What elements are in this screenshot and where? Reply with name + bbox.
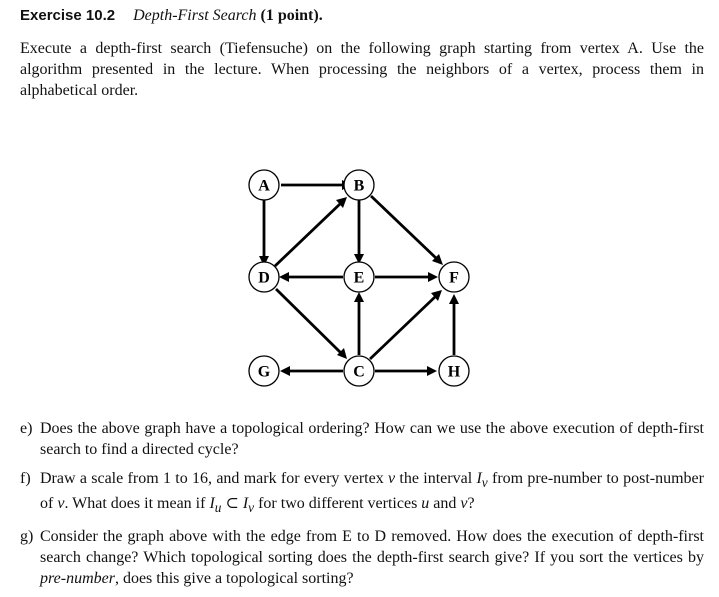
question-f-text-3: from pre-number to post-number of bbox=[40, 470, 704, 513]
node-b-label: B bbox=[353, 177, 365, 195]
edge-c-f bbox=[370, 296, 436, 359]
question-e-text: Does the above graph have a topological ordering? How can we use the above execution of depth-first search to find a directed cycle? bbox=[40, 420, 704, 458]
question-e bbox=[20, 418, 704, 460]
question-f bbox=[20, 468, 704, 518]
question-f-text-2: the interval bbox=[395, 470, 477, 487]
question-f-text-5: for two different vertices bbox=[254, 495, 422, 513]
exercise-heading bbox=[20, 6, 323, 26]
math-interval-i: I bbox=[476, 470, 482, 487]
math-interval-i: I bbox=[242, 495, 249, 513]
question-f-text-6: and bbox=[429, 495, 461, 513]
question-f-text bbox=[40, 470, 704, 516]
question-f-text-4: . What does it mean if bbox=[64, 495, 210, 513]
node-d bbox=[249, 262, 279, 292]
node-a-label: A bbox=[258, 177, 270, 195]
question-g-text-1: Consider the graph above with the edge from E to D removed. How does the execution of depth-first search change? Which topological sorting does the depth-first search give? If you sort the vertices by bbox=[40, 528, 704, 567]
exercise-label: Exercise 10.2 bbox=[20, 7, 116, 24]
question-g-emphasis: pre-number bbox=[40, 570, 115, 588]
question-f-marker: f) bbox=[20, 470, 31, 487]
question-g-marker: g) bbox=[20, 528, 34, 546]
arrowhead-c-h bbox=[427, 366, 437, 376]
question-list bbox=[20, 418, 704, 597]
arrowhead-c-g bbox=[280, 366, 290, 376]
question-f-text-1: Draw a scale from 1 to 16, and mark for every vertex bbox=[40, 470, 388, 487]
exercise-title: Depth-First Search bbox=[133, 7, 257, 24]
node-g-label: G bbox=[257, 363, 271, 381]
edge-b-f bbox=[371, 196, 437, 259]
node-c-label: C bbox=[353, 363, 365, 381]
graph-svg bbox=[230, 160, 490, 400]
node-b bbox=[344, 170, 374, 200]
node-e bbox=[344, 262, 374, 292]
exercise-intro: Execute a depth-first search (Tiefensuche) on the following graph starting from vertex A. Use the algorithm presented in the lecture. When processing the neighbors of a vertex, process them in alphabetical order. bbox=[20, 40, 704, 99]
node-f bbox=[439, 262, 469, 292]
question-g-text bbox=[40, 528, 704, 587]
math-interval-sub: v bbox=[248, 500, 255, 516]
graph-figure bbox=[230, 160, 490, 400]
question-g bbox=[20, 526, 704, 589]
node-d-label: D bbox=[258, 269, 270, 287]
node-e-label: E bbox=[353, 269, 365, 287]
math-v: v bbox=[388, 470, 396, 487]
edge-d-c bbox=[276, 289, 341, 353]
node-a bbox=[249, 170, 279, 200]
math-interval-sub: v bbox=[481, 475, 488, 491]
math-u: u bbox=[421, 495, 430, 513]
arrowhead-h-f bbox=[449, 294, 459, 304]
node-h bbox=[439, 356, 469, 386]
arrowhead-e-d bbox=[279, 272, 289, 282]
edge-d-b bbox=[275, 203, 341, 266]
math-subset-symbol: ⊂ bbox=[221, 495, 243, 513]
node-g bbox=[249, 356, 279, 386]
math-interval-sub: u bbox=[214, 500, 222, 516]
math-v: v bbox=[57, 495, 65, 513]
node-c bbox=[344, 356, 374, 386]
question-e-marker: e) bbox=[20, 420, 33, 437]
math-v: v bbox=[460, 495, 468, 513]
question-f-text-7: ? bbox=[467, 495, 475, 513]
exercise-points: (1 point). bbox=[260, 7, 323, 24]
node-h-label: H bbox=[447, 363, 461, 381]
node-f-label: F bbox=[449, 269, 459, 287]
question-g-text-2: , does this give a topological sorting? bbox=[114, 570, 354, 588]
arrowhead-c-e bbox=[354, 292, 364, 302]
arrowhead-e-f bbox=[428, 272, 438, 282]
math-interval-i: I bbox=[209, 495, 215, 513]
